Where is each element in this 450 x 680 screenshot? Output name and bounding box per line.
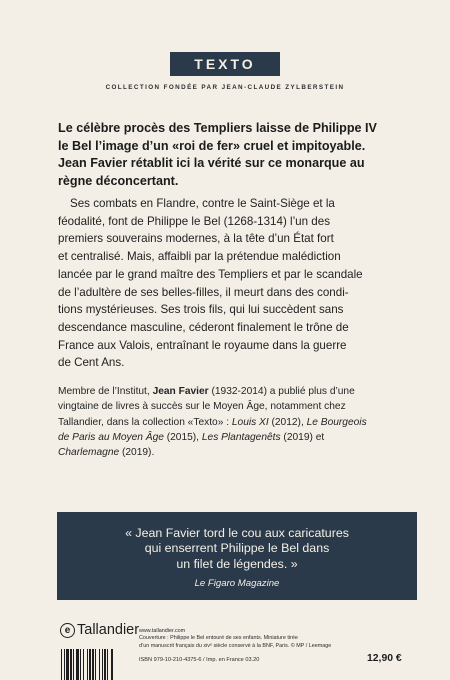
body-line: France aux Valois, entraînant le royaume dans la guerre (58, 338, 347, 352)
publisher-logo (60, 622, 139, 638)
lead-line: Jean Favier rétablit ici la vérité sur ce monarque au (58, 156, 365, 171)
quote-source: Le Figaro Magazine (194, 578, 280, 589)
author-bio (58, 384, 418, 460)
price: 12,90 € (367, 653, 402, 664)
lead-paragraph (58, 120, 418, 190)
body-paragraph (58, 195, 418, 372)
body-line: tions mystérieuses. Ses trois fils, qui lui succèdent sans (58, 303, 344, 317)
body-line: lancée par le grand maître des Templiers et par le scandale (58, 267, 363, 281)
bio-line: Charlemagne (2019). (58, 447, 155, 459)
body-line: descendance masculine, céderont finalement le trône de (58, 320, 349, 334)
body-line: féodalité, font de Philippe le Bel (1268-1314) l’un des (58, 214, 330, 228)
press-quote-box (57, 512, 417, 600)
body-line: premiers souverains modernes, à la tête d’un État fort (58, 232, 334, 246)
bio-line: Membre de l’Institut, Jean Favier (1932-2014) a publié plus d’une (58, 386, 355, 397)
body-line: et centralisé. Mais, affaibli par la prétendue malédiction (58, 250, 341, 264)
series-name: TEXTO (194, 56, 256, 72)
author-name: Jean Favier (152, 386, 209, 397)
lead-line: règne déconcertant. (58, 173, 179, 188)
lead-line: le Bel l’image d’un «roi de fer» cruel et impitoyable. (58, 138, 366, 153)
body-line: Ses combats en Flandre, contre le Saint-Siège et la (70, 197, 335, 210)
bio-line: de Paris au Moyen Âge (2015), Les Plantagenêts (2019) et (58, 431, 325, 443)
book-title: Louis XI (231, 416, 269, 428)
bio-line: Tallandier, dans la collection «Texto» : Louis XI (2012), Le Bourgeois (58, 416, 367, 428)
series-badge (170, 52, 280, 76)
bio-line: vingtaine de livres à succès sur le Moyen Âge, notamment chez (58, 401, 346, 413)
book-title: de Paris au Moyen Âge (58, 431, 164, 443)
lead-line: Le célèbre procès des Templiers laisse de Philippe IV (58, 121, 377, 135)
body-line: de Cent Ans. (58, 356, 125, 370)
collection-line: COLLECTION FONDÉE PAR JEAN-CLAUDE ZYLBERSTEIN (105, 84, 345, 91)
barcode-icon (60, 648, 132, 680)
press-quote: « Jean Favier tord le cou aux caricatures qui enserrent Philippe le Bel dans un filet de légendes. » (125, 526, 349, 571)
book-title: Le Bourgeois (306, 416, 367, 428)
cover-credits (139, 628, 389, 650)
website: www.tallandier.com (139, 628, 186, 634)
isbn: ISBN 979-10-210-4375-6 / Imp. en France 03.20 (139, 657, 260, 663)
publisher-mark-icon: e (60, 623, 75, 638)
cover-credit-line: d’un manuscrit français du xivᵉ siècle conservé à la BNF, Paris. © MP / Leemage (139, 642, 332, 649)
book-title: Charlemagne (58, 447, 120, 459)
book-title: Les Plantagenêts (201, 431, 281, 443)
body-line: de l’adultère de ses belles-filles, il meurt dans des condi- (58, 285, 349, 299)
cover-credit-line: Couverture : Philippe le Bel entouré de ses enfants. Miniature tirée (139, 635, 298, 642)
publisher-name: Tallandier (77, 622, 140, 638)
